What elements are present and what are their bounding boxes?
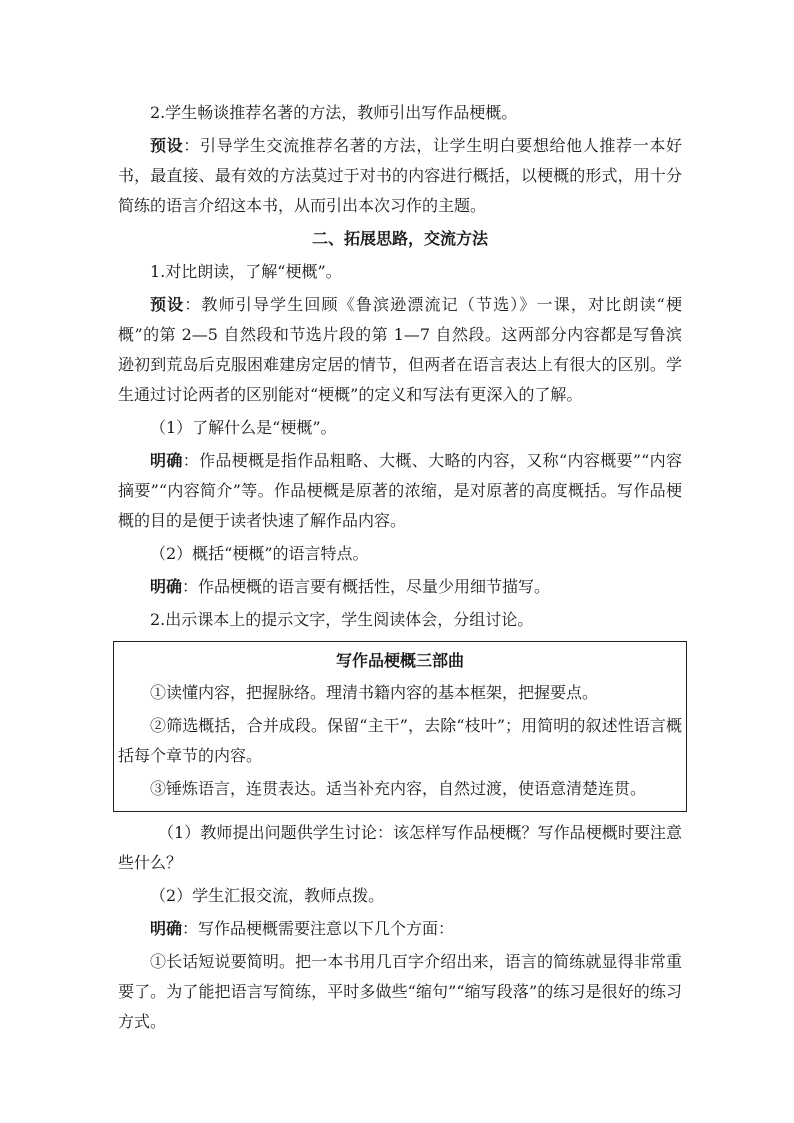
paragraph-text: ：写作品梗概需要注意以下几个方面： [182, 919, 455, 938]
paragraph-show-hint: 2.出示课本上的提示文字，学生阅读体会，分组讨论。 [150, 610, 534, 629]
paragraph-teacher-question: （1）教师提出问题供学生讨论：该怎样写作品梗概？写作品梗概时要注意些什么？ [118, 823, 682, 872]
paragraph-text: ：作品梗概的语言要有概括性，尽量少用细节描写。 [182, 577, 551, 596]
paragraph-student-report: （2）学生汇报交流，教师点拨。 [150, 886, 385, 905]
tip-box-step-2: ②筛选概括，合并成段。保留“主干”，去除“枝叶”；用简明的叙述性语言概括每个章节的内容。 [118, 716, 682, 765]
label-preset: 预设 [150, 295, 185, 314]
paragraph-text: ：引导学生交流推荐名著的方法，让学生明白要想给他人推荐一本好书，最直接、最有效的方法莫过于对书的内容进行概括，以梗概的形式，用十分简练的语言介绍这本书，从而引出本次习作的主题。 [118, 136, 682, 215]
label-clarify: 明确 [150, 577, 183, 596]
paragraph-preset-1 [118, 131, 682, 221]
paragraph-clarify-3 [118, 914, 682, 944]
document-page [118, 98, 682, 1040]
tip-box-step-3: ③锤炼语言，连贯表达。适当补充内容，自然过渡，使语意清楚连贯。 [150, 779, 647, 798]
section-heading: 二、拓展思路，交流方法 [311, 229, 488, 248]
paragraph-compare-read: 1.对比朗读，了解“梗概”。 [150, 262, 342, 281]
paragraph-clarify-2 [118, 572, 682, 602]
paragraph-clarify-1 [118, 446, 682, 536]
tip-box-step-1: ①读懂内容，把握脉络。理清书籍内容的基本框架，把握要点。 [150, 683, 599, 702]
label-clarify: 明确 [150, 451, 183, 470]
paragraph-text: ：作品梗概是指作品粗略、大概、大略的内容，又称“内容概要”“内容摘要”“内容简介”等。作品梗概是原著的浓缩，是对原著的高度概括。写作品梗概的目的是便于读者快速了解作品内容。 [118, 451, 682, 530]
label-clarify: 明确 [150, 919, 183, 938]
paragraph-what-is-synopsis: （1）了解什么是“梗概”。 [150, 418, 337, 437]
paragraph-language-features: （2）概括“梗概”的语言特点。 [150, 544, 369, 563]
paragraph-preset-2 [118, 290, 682, 410]
tip-box-title: 写作品梗概三部曲 [335, 651, 464, 670]
label-preset: 预设 [150, 136, 184, 155]
paragraph-method-recommend: 2.学生畅谈推荐名著的方法，教师引出写作品梗概。 [150, 103, 518, 122]
paragraph-text: ：教师引导学生回顾《鲁滨逊漂流记（节选）》一课，对比朗读“梗概”的第 2—5 自然段和节选片段的第 1—7 自然段。这两部分内容都是写鲁滨逊初到荒岛后克服困难建房定居的情节，但两者在语言表达上有很大的区别。学生通过讨论两者的区别能对“梗概”的定义和写法有更深入的了解。 [118, 295, 682, 404]
tip-box [113, 641, 687, 812]
paragraph-point-1: ①长话短说要简明。把一本书用几百字介绍出来，语言的简练就显得非常重要了。为了能把语言写简练，平时多做些“缩句”“缩写段落”的练习是很好的练习方式。 [118, 952, 682, 1031]
